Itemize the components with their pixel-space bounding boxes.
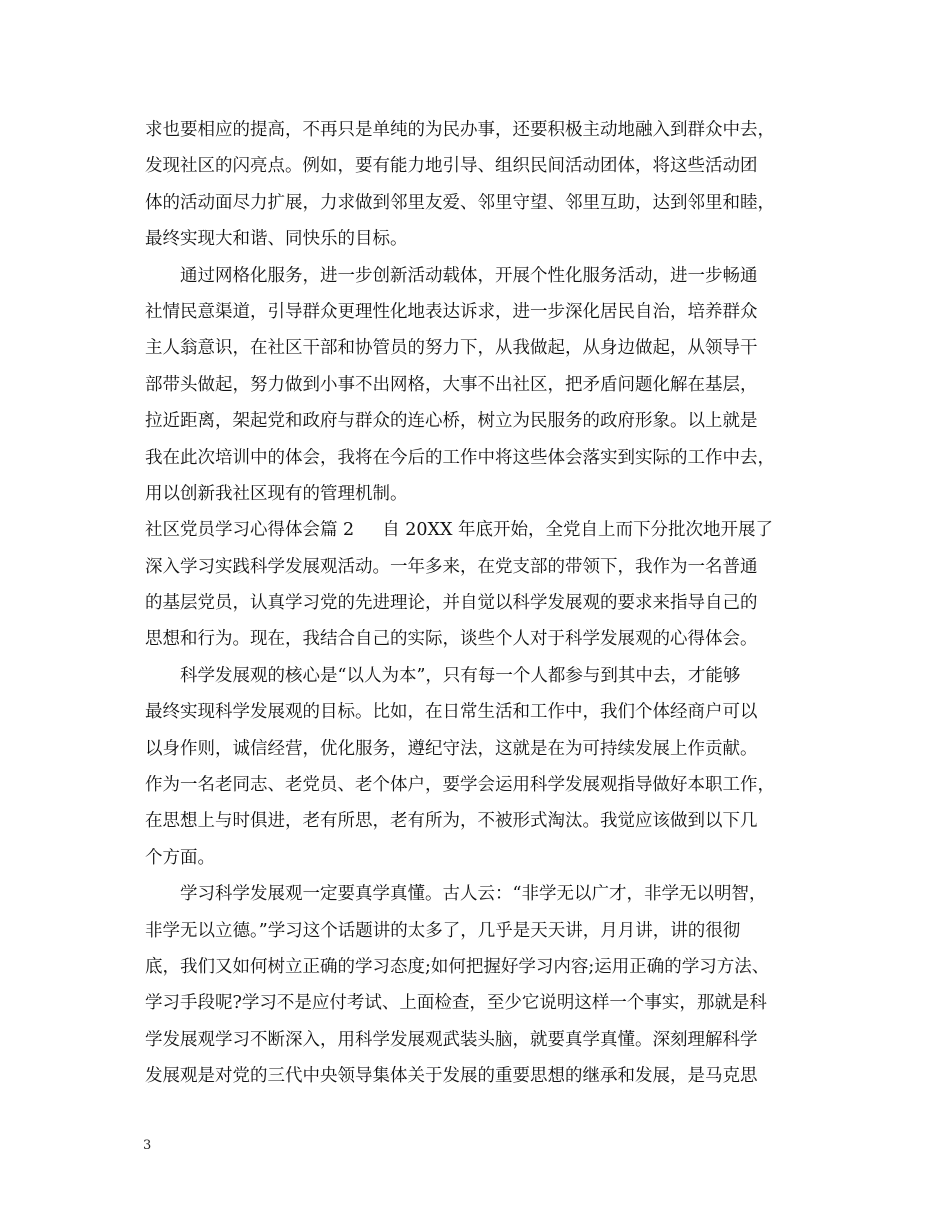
text-line-content: 科学发展观的核心是“以人为本”，只有每一个人都参与到其中去，才能够 [180,665,741,686]
page-number: 3 [143,1138,152,1153]
text-line [145,803,835,839]
text-line [145,1022,835,1058]
text-line-content: 底，我们又如何树立正确的学习态度;如何把握好学习内容;运用正确的学习方法、 [145,956,770,977]
text-line-content: 学习手段呢?学习不是应付考试、上面检查，至少它说明这样一个事实，那就是科 [145,993,767,1014]
text-line [145,621,835,657]
text-line [145,1058,835,1094]
text-line [145,840,835,876]
text-line-content: 以身作则，诚信经营，优化服务，遵纪守法，这就是在为可持续发展上作贡献。 [145,738,758,759]
text-line-content: 用以创新我社区现有的管理机制。 [145,483,408,504]
text-line-content: 体的活动面尽力扩展，力求做到邻里友爱、邻里守望、邻里互助，达到邻里和睦， [145,192,775,213]
text-line [145,913,835,949]
text-line [145,731,835,767]
text-line-content: 最终实现大和谐、同快乐的目标。 [145,229,408,250]
text-line [145,112,835,148]
text-line [145,476,835,512]
text-line [145,512,835,548]
text-line-content: 社区党员学习心得体会篇 2 [145,520,355,541]
text-line-content: 深入学习实践科学发展观活动。一年多来，在党支部的带领下，我作为一名普通 [145,556,758,577]
text-line [145,985,835,1021]
text-line-content: 主人翁意识，在社区干部和协管员的努力下，从我做起，从身边做起，从领导干 [145,338,758,359]
text-line-content: 非学无以立德。”学习这个话题讲的太多了，几乎是天天讲，月月讲，讲的很彻 [145,920,741,941]
text-line [145,767,835,803]
text-line-content: 部带头做起，努力做到小事不出网格，大事不出社区，把矛盾问题化解在基层， [145,374,758,395]
text-line [145,549,835,585]
text-line [145,294,835,330]
text-line-content: 在思想上与时俱进，老有所思，老有所为，不被形式淘汰。我觉应该做到以下几 [145,811,758,832]
text-line-content: 学习科学发展观一定要真学真懂。古人云：“非学无以广才，非学无以明智， [180,884,767,905]
text-line [145,367,835,403]
text-line [145,330,835,366]
text-line-content: 最终实现科学发展观的目标。比如，在日常生活和工作中，我们个体经商户可以 [145,702,758,723]
text-line [145,694,835,730]
text-line [145,949,835,985]
text-line-content: 拉近距离，架起党和政府与群众的连心桥，树立为民服务的政府形象。以上就是 [145,411,758,432]
text-line-content: 发现社区的闪亮点。例如，要有能力地引导、组织民间活动团体，将这些活动团 [145,156,758,177]
text-line-content: 思想和行为。现在，我结合自己的实际，谈些个人对于科学发展观的心得体会。 [145,629,758,650]
text-line [145,221,835,257]
text-line-content: 社情民意渠道，引导群众更理性化地表达诉求，进一步深化居民自治，培养群众 [145,301,758,322]
text-line-content: 求也要相应的提高，不再只是单纯的为民办事，还要积极主动地融入到群众中去， [145,120,775,140]
text-line-content: 我在此次培训中的体会，我将在今后的工作中将这些体会落实到实际的工作中去， [145,447,775,468]
text-line [145,403,835,439]
text-line-content: 个方面。 [145,847,215,868]
text-line [145,258,835,294]
text-line-content: 通过网格化服务，进一步创新活动载体，开展个性化服务活动，进一步畅通 [180,265,758,286]
text-line [145,658,835,694]
text-line-continuation: 自 20XX 年底开始，全党自上而下分批次地开展了 [382,520,774,541]
text-line [145,585,835,621]
text-line [145,876,835,912]
text-line-content: 发展观是对党的三代中央领导集体关于发展的重要思想的继承和发展，是马克思 [145,1066,758,1087]
text-line [145,185,835,221]
text-line [145,148,835,184]
text-line-content: 的基层党员，认真学习党的先进理论，并自觉以科学发展观的要求来指导自己的 [145,593,758,614]
text-line-content: 作为一名老同志、老党员、老个体户，要学会运用科学发展观指导做好本职工作， [145,775,775,796]
document-body [145,112,835,1095]
text-line [145,440,835,476]
text-line-content: 学发展观学习不断深入，用科学发展观武装头脑，就要真学真懂。深刻理解科学 [145,1029,758,1050]
